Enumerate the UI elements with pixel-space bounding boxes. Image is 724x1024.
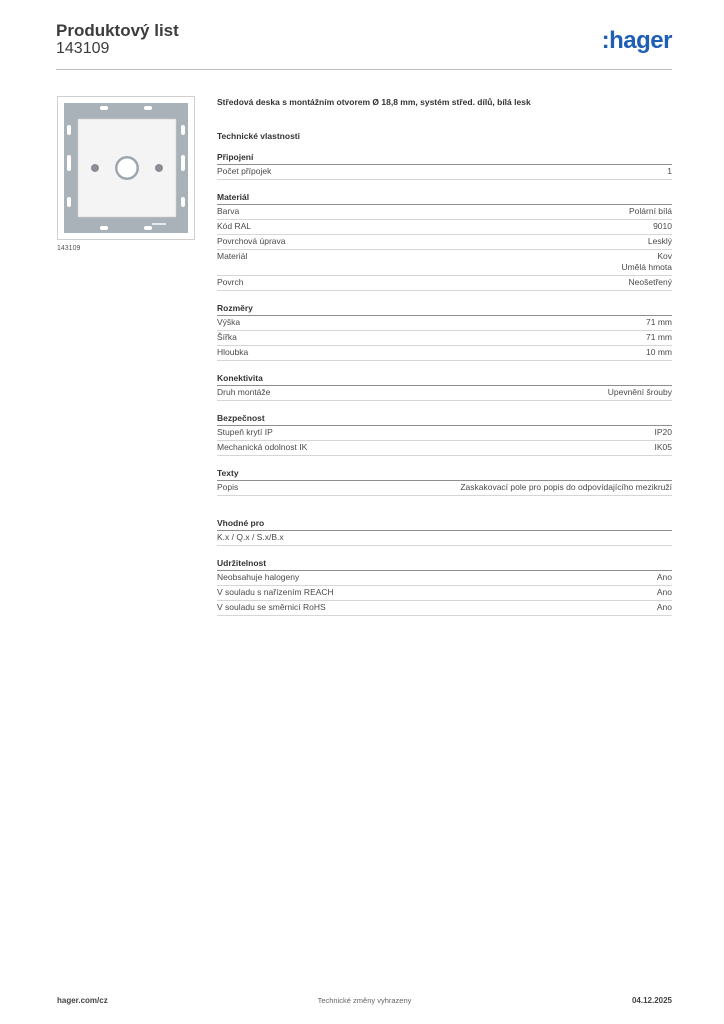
spec-row [217,205,672,220]
spec-value [657,572,672,583]
spec-label: Počet přípojek [217,166,272,176]
spec-group [217,413,672,456]
spec-row [217,441,672,456]
spec-group [217,518,672,546]
spec-value [608,387,672,398]
spec-value-line: IP20 [654,427,672,437]
footer-website: hager.com/cz [57,996,108,1005]
spec-group [217,558,672,616]
spec-value-line: Ano [656,587,672,597]
spec-row [217,316,672,331]
spec-group [217,192,672,291]
product-number: 143109 [56,40,110,57]
spec-value [655,427,673,438]
spec-group-title: Připojení [217,152,672,165]
spec-value-line: Lesklý [647,236,672,246]
spec-group-title: Konektivita [217,373,672,386]
spec-value [653,221,672,232]
spec-group-title: Materiál [217,192,672,205]
spec-value-line: 71 mm [646,317,672,327]
spec-group-title: Rozměry [217,303,672,316]
spec-value-line: Ano [656,572,672,582]
spec-label: Stupeň krytí IP [217,427,273,437]
spec-row [217,586,672,601]
section-title-technical: Technické vlastnosti [217,131,300,141]
spec-row [217,531,672,546]
spec-group-title: Udržitelnost [217,558,672,571]
page-title: Produktový list [56,21,179,40]
page-header [56,22,672,70]
product-description: Středová deska s montážním otvorem Ø 18,8 mm, systém střed. dílů, bílá lesk [217,97,531,107]
image-caption: 143109 [57,245,81,252]
spec-value [648,236,672,247]
spec-value-line: Umělá hmota [621,262,672,272]
footer-date: 04.12.2025 [631,996,672,1005]
spec-row [217,346,672,361]
spec-row [217,235,672,250]
spec-value-line: 9010 [653,221,672,231]
page-footer [57,996,672,1010]
spec-value [646,332,672,343]
spec-groups [217,152,672,616]
spec-label: K.x / Q.x / S.x/B.x [217,532,284,542]
spec-label: Popis [217,482,239,492]
spec-label: Materiál [217,251,248,261]
spec-value [646,347,672,358]
spec-value [629,206,672,217]
spec-label: Neobsahuje halogeny [217,572,300,582]
spec-group-title: Bezpečnost [217,413,672,426]
spec-row [217,386,672,401]
spec-value-line: Neošetřený [628,277,672,287]
spec-value [621,251,672,273]
spec-value-line: Polární bílá [629,206,672,216]
spec-value [657,602,672,613]
spec-group-title: Vhodné pro [217,518,672,531]
spec-label: Kód RAL [217,221,252,231]
spec-label: Šířka [217,332,237,342]
spec-row [217,481,672,496]
spec-label: V souladu se směrnicí RoHS [217,602,326,612]
spec-value [667,166,672,177]
plate-drawing [58,97,194,239]
spec-value [460,482,672,493]
spec-row [217,220,672,235]
spec-row [217,601,672,616]
spec-value [629,277,672,288]
spec-value-line: Kov [657,251,672,261]
footer-disclaimer: Technické změny vyhrazeny [317,996,412,1005]
spec-row [217,250,672,276]
spec-value [657,587,672,598]
spec-row [217,571,672,586]
spec-row [217,426,672,441]
spec-value-line: 1 [667,166,672,176]
specification-content [217,96,672,628]
spec-value-line: Upevnění šrouby [607,387,672,397]
spec-value [655,442,673,453]
spec-group-title: Texty [217,468,672,481]
spec-value-line: 10 mm [646,347,672,357]
spec-group [217,468,672,496]
spec-label: Povrchová úprava [217,236,286,246]
spec-label: Barva [217,206,240,216]
spec-label: Mechanická odolnost IK [217,442,308,452]
spec-label: Povrch [217,277,244,287]
spec-value-line: Zaskakovací pole pro popis do odpovídajícího mezikruží [460,482,672,492]
spec-group [217,152,672,180]
spec-label: Druh montáže [217,387,271,397]
spec-row [217,165,672,180]
product-image [57,96,195,240]
spec-label: Výška [217,317,241,327]
spec-value-line: Ano [656,602,672,612]
spec-value-line: IK05 [654,442,672,452]
spec-value [646,317,672,328]
spec-value-line: 71 mm [646,332,672,342]
spec-label: V souladu s nařízením REACH [217,587,334,597]
spec-group [217,303,672,361]
hager-logo: :hager [601,27,672,54]
spec-group [217,373,672,401]
spec-label: Hloubka [217,347,249,357]
spec-row [217,331,672,346]
spec-row [217,276,672,291]
